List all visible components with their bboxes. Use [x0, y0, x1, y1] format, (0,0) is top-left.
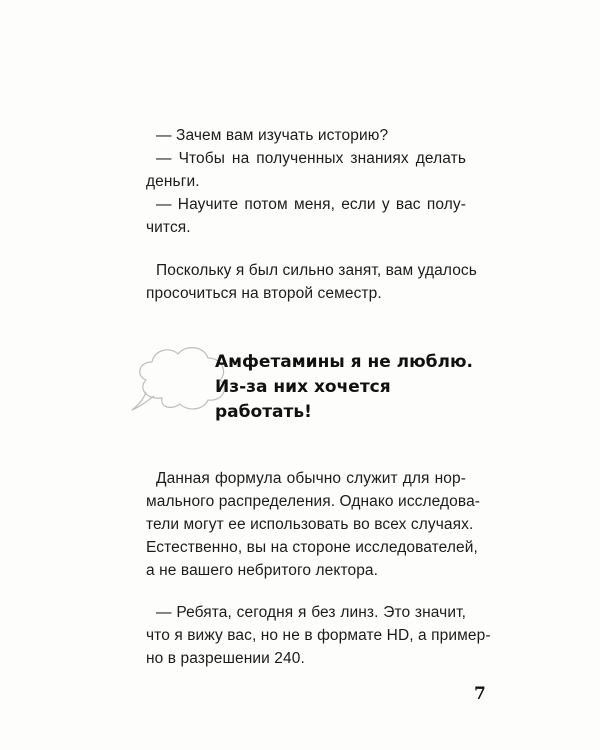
- paragraph-4: [146, 601, 491, 670]
- text-line: Естественно, вы на стороне исследователей,: [146, 539, 478, 556]
- text-line: — Научите потом меня, если у вас полу-: [156, 196, 466, 213]
- text-line: но в разрешении 240.: [146, 650, 305, 667]
- text-line: а не вашего небритого лектора.: [146, 562, 379, 579]
- text-line: — Ребята, сегодня я без линз. Это значит,: [156, 604, 466, 621]
- paragraph-2: [146, 259, 477, 305]
- text-line: мального распределения. Однако исследова-: [146, 493, 481, 510]
- text-line: что я вижу вас, но не в формате HD, а пример-: [146, 627, 491, 644]
- quote-line: Амфетамины я не люблю.: [215, 352, 473, 372]
- dialogue-paragraph-1: [146, 124, 466, 239]
- text-line: тели могут ее использовать во всех случаях.: [146, 516, 474, 533]
- pull-quote: [124, 336, 473, 436]
- text-line: просочиться на второй семестр.: [146, 285, 382, 302]
- quote-text: [215, 350, 473, 425]
- page-number: 7: [474, 684, 486, 704]
- text-line: деньги.: [146, 173, 200, 190]
- text-line: — Зачем вам изучать историю?: [156, 127, 389, 144]
- quote-line: работать!: [215, 402, 312, 422]
- text-line: чится.: [146, 219, 191, 236]
- text-line: Данная формула обычно служит для нор-: [156, 470, 466, 487]
- quote-line: Из-за них хочется: [215, 377, 391, 397]
- text-line: Поскольку я был сильно занят, вам удалось: [156, 262, 477, 279]
- text-line: — Чтобы на полученных знаниях делать: [156, 150, 466, 167]
- paragraph-3: [146, 467, 481, 582]
